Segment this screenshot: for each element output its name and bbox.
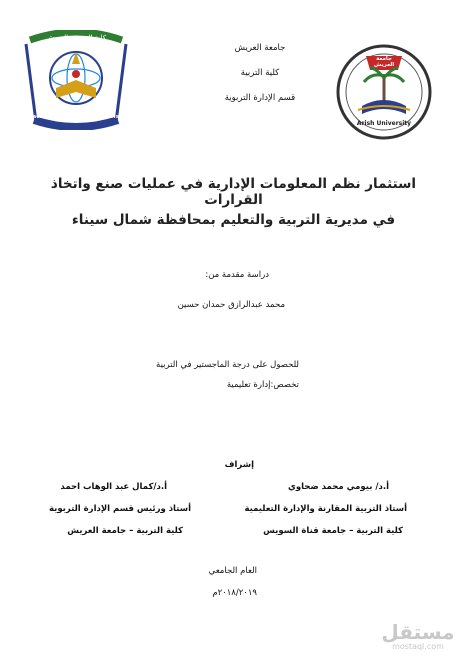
faculty-logo-arabic-text: كلية التربية ـ العريش [45, 34, 107, 42]
submission-label: دراسة مقدمة من: [205, 270, 269, 280]
mostaql-watermark-latin: mostaql.com [392, 642, 444, 651]
supervisor-1-name: أ.د/ بيومي محمد ضحاوي [288, 482, 389, 492]
specialization: تخصص:إدارة تعليمية [226, 380, 299, 390]
thesis-title-line1: استثمار نظم المعلومات الإدارية في عمليات صنع واتخاذ القرارات [50, 176, 417, 208]
supervisor-2-name: أ.د/كمال عبد الوهاب احمد [60, 482, 167, 492]
thesis-title-line2: في مديرية التربية والتعليم بمحافظة شمال سيناء [71, 212, 396, 228]
university-logo [336, 44, 432, 140]
faculty-logo [18, 30, 134, 130]
supervisor-2-affiliation: كلية التربية – جامعة العريش [67, 526, 183, 536]
faculty-logo-english-text: Faculty of Education - Al-Arish [29, 114, 123, 120]
supervision-heading: إشراف [224, 460, 254, 470]
university-name: جامعة العريش [234, 43, 286, 53]
university-logo-english-text: Arish University [356, 120, 412, 127]
department-name: قسم الإدارة التربوية [224, 93, 296, 103]
degree-purpose: للحصول على درجة الماجستير في التربية [156, 360, 299, 370]
university-logo-arabic-text: جامعة العريش [373, 56, 395, 68]
faculty-name: كلية التربية [240, 68, 280, 78]
mostaql-watermark [378, 620, 458, 651]
supervisor-1-affiliation: كلية التربية – جامعة قناة السويس [263, 526, 403, 536]
author-name: محمد عبدالرازق حمدان حسين [177, 300, 285, 310]
supervisor-1-title: أستاذ التربية المقارنة والإدارة التعليمية [244, 504, 407, 514]
supervisor-2-title: أستاذ ورئيس قسم الإدارة التربوية [48, 504, 191, 514]
academic-year-value: ٢٠١٨/٢٠١٩م [212, 588, 257, 598]
academic-year-label: العام الجامعي [208, 566, 257, 576]
mostaql-watermark-arabic: مستقل [381, 620, 455, 644]
